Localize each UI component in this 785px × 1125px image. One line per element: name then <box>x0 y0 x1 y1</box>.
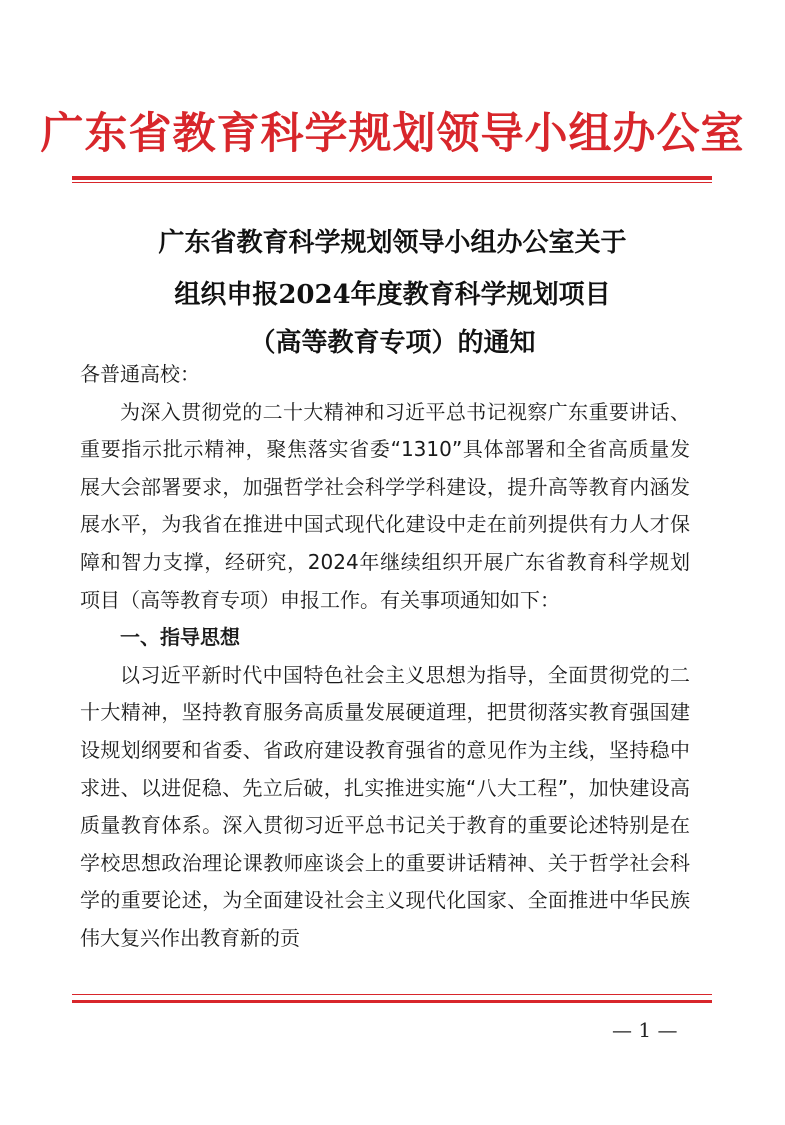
salutation: 各普通高校： <box>80 362 200 386</box>
paragraph-intro: 为深入贯彻党的二十大精神和习近平总书记视察广东重要讲话、重要指示批示精神，聚焦落实省委“1310”具体部署和全省高质量发展大会部署要求，加强哲学社会科学学科建设，提升高等教育内涵发展水平，为我省在推进中国式现代化建设中走在前列提供有力人才保障和智力支撑，经研究，2024年继续组织开展广东省教育科学规划项目（高等教育专项）申报工作。有关事项通知如下： <box>80 399 690 612</box>
paragraph-guiding-ideology: 以习近平新时代中国特色社会主义思想为指导，全面贯彻党的二十大精神，坚持教育服务高质量发展硬道理，把贯彻落实教育强国建设规划纲要和省委、省政府建设教育强省的意见作为主线，坚持稳中求进、以进促稳、先立后破，扎实推进实施“八大工程”，加快建设高质量教育体系。深入贯彻习近平总书记关于教育的重要论述特别是在学校思想政治理论课教师座谈会上的重要讲话精神、关于哲学社会科学的重要论述，为全面建设社会主义现代化国家、全面推进中华民族伟大复兴作出教育新的贡 <box>80 662 690 950</box>
section-heading-guiding-ideology: 一、指导思想 <box>120 625 240 650</box>
footer-red-rule <box>72 1000 712 1003</box>
page-number: — 1 — <box>612 1018 678 1042</box>
document-body <box>80 356 690 958</box>
document-title-line-1: 广东省教育科学规划领导小组办公室关于 <box>158 228 627 258</box>
document-title-line-3: （高等教育专项）的通知 <box>249 328 536 358</box>
document-title-line-2: 组织申报2024年度教育科学规划项目 <box>174 280 611 310</box>
header-red-rule <box>72 176 712 180</box>
issuing-organization-header: 广东省教育科学规划领导小组办公室 <box>40 109 745 159</box>
